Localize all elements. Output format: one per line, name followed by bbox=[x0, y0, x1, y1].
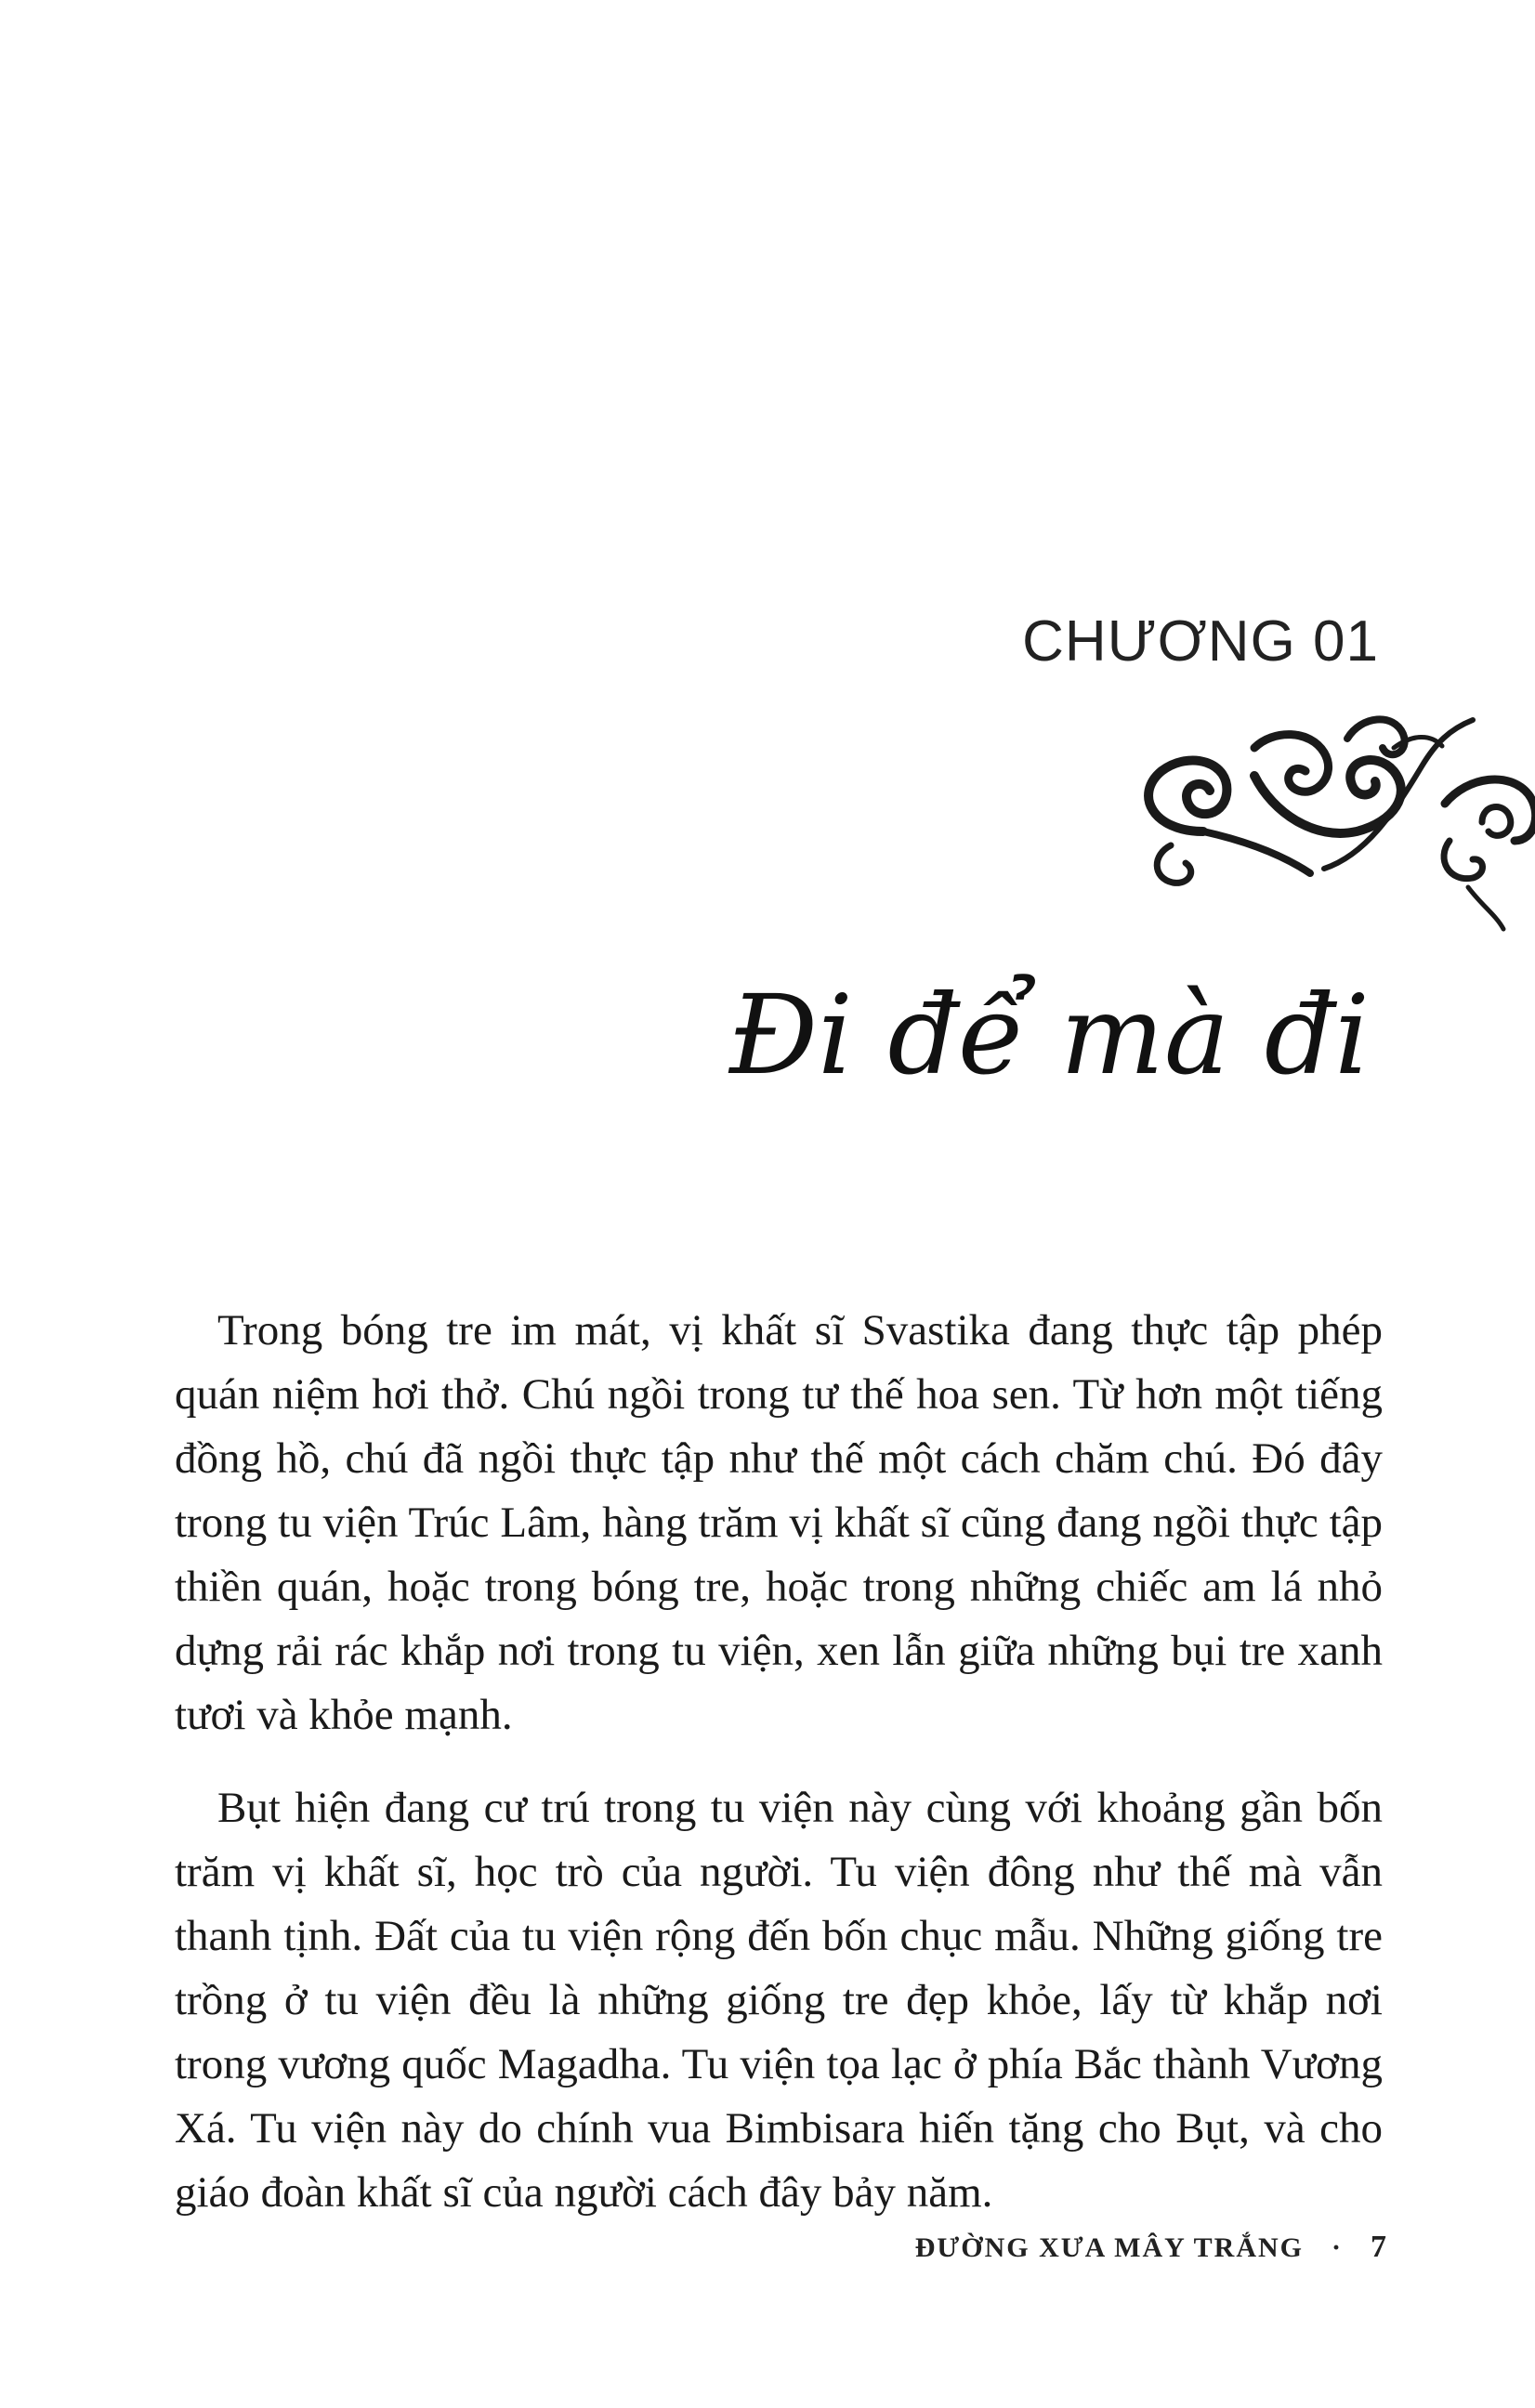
chapter-label: CHƯƠNG 01 bbox=[1022, 609, 1379, 674]
body-paragraph: Trong bóng tre im mát, vị khất sĩ Svastika đang thực tập phép quán niệm hơi thở. Chú ngồi trong tư thế hoa sen. Từ hơn một tiếng đồng hồ, chú đã ngồi thực tập như thế một cách chăm chú. Đó đây trong tu viện Trúc Lâm, hàng trăm vị khất sĩ cũng đang ngồi thực tập thiền quán, hoặc trong bóng tre, hoặc trong những chiếc am lá nhỏ dựng rải rác khắp nơi trong tu viện, xen lẫn giữa những bụi tre xanh tươi và khỏe mạnh. bbox=[175, 1306, 1383, 1739]
page-number: 7 bbox=[1371, 2230, 1388, 2264]
footer-separator: · bbox=[1331, 2232, 1343, 2263]
cloud-scroll-ornament-icon bbox=[1115, 692, 1535, 934]
page-footer bbox=[915, 2230, 1388, 2265]
chapter-title: Đi để mà đi bbox=[728, 971, 1370, 1099]
body-paragraph: Bụt hiện đang cư trú trong tu viện này cùng với khoảng gần bốn trăm vị khất sĩ, học trò của người. Tu viện đông như thế mà vẫn thanh tịnh. Đất của tu viện rộng đến bốn chục mẫu. Những giống tre trồng ở tu viện đều là những giống tre đẹp khỏe, lấy từ khắp nơi trong vương quốc Magadha. Tu viện tọa lạc ở phía Bắc thành Vương Xá. Tu viện này do chính vua Bimbisara hiến tặng cho Bụt, và cho giáo đoàn khất sĩ của người cách đây bảy năm. bbox=[175, 1784, 1383, 2217]
running-book-title: ĐƯỜNG XƯA MÂY TRẮNG bbox=[914, 2232, 1304, 2263]
